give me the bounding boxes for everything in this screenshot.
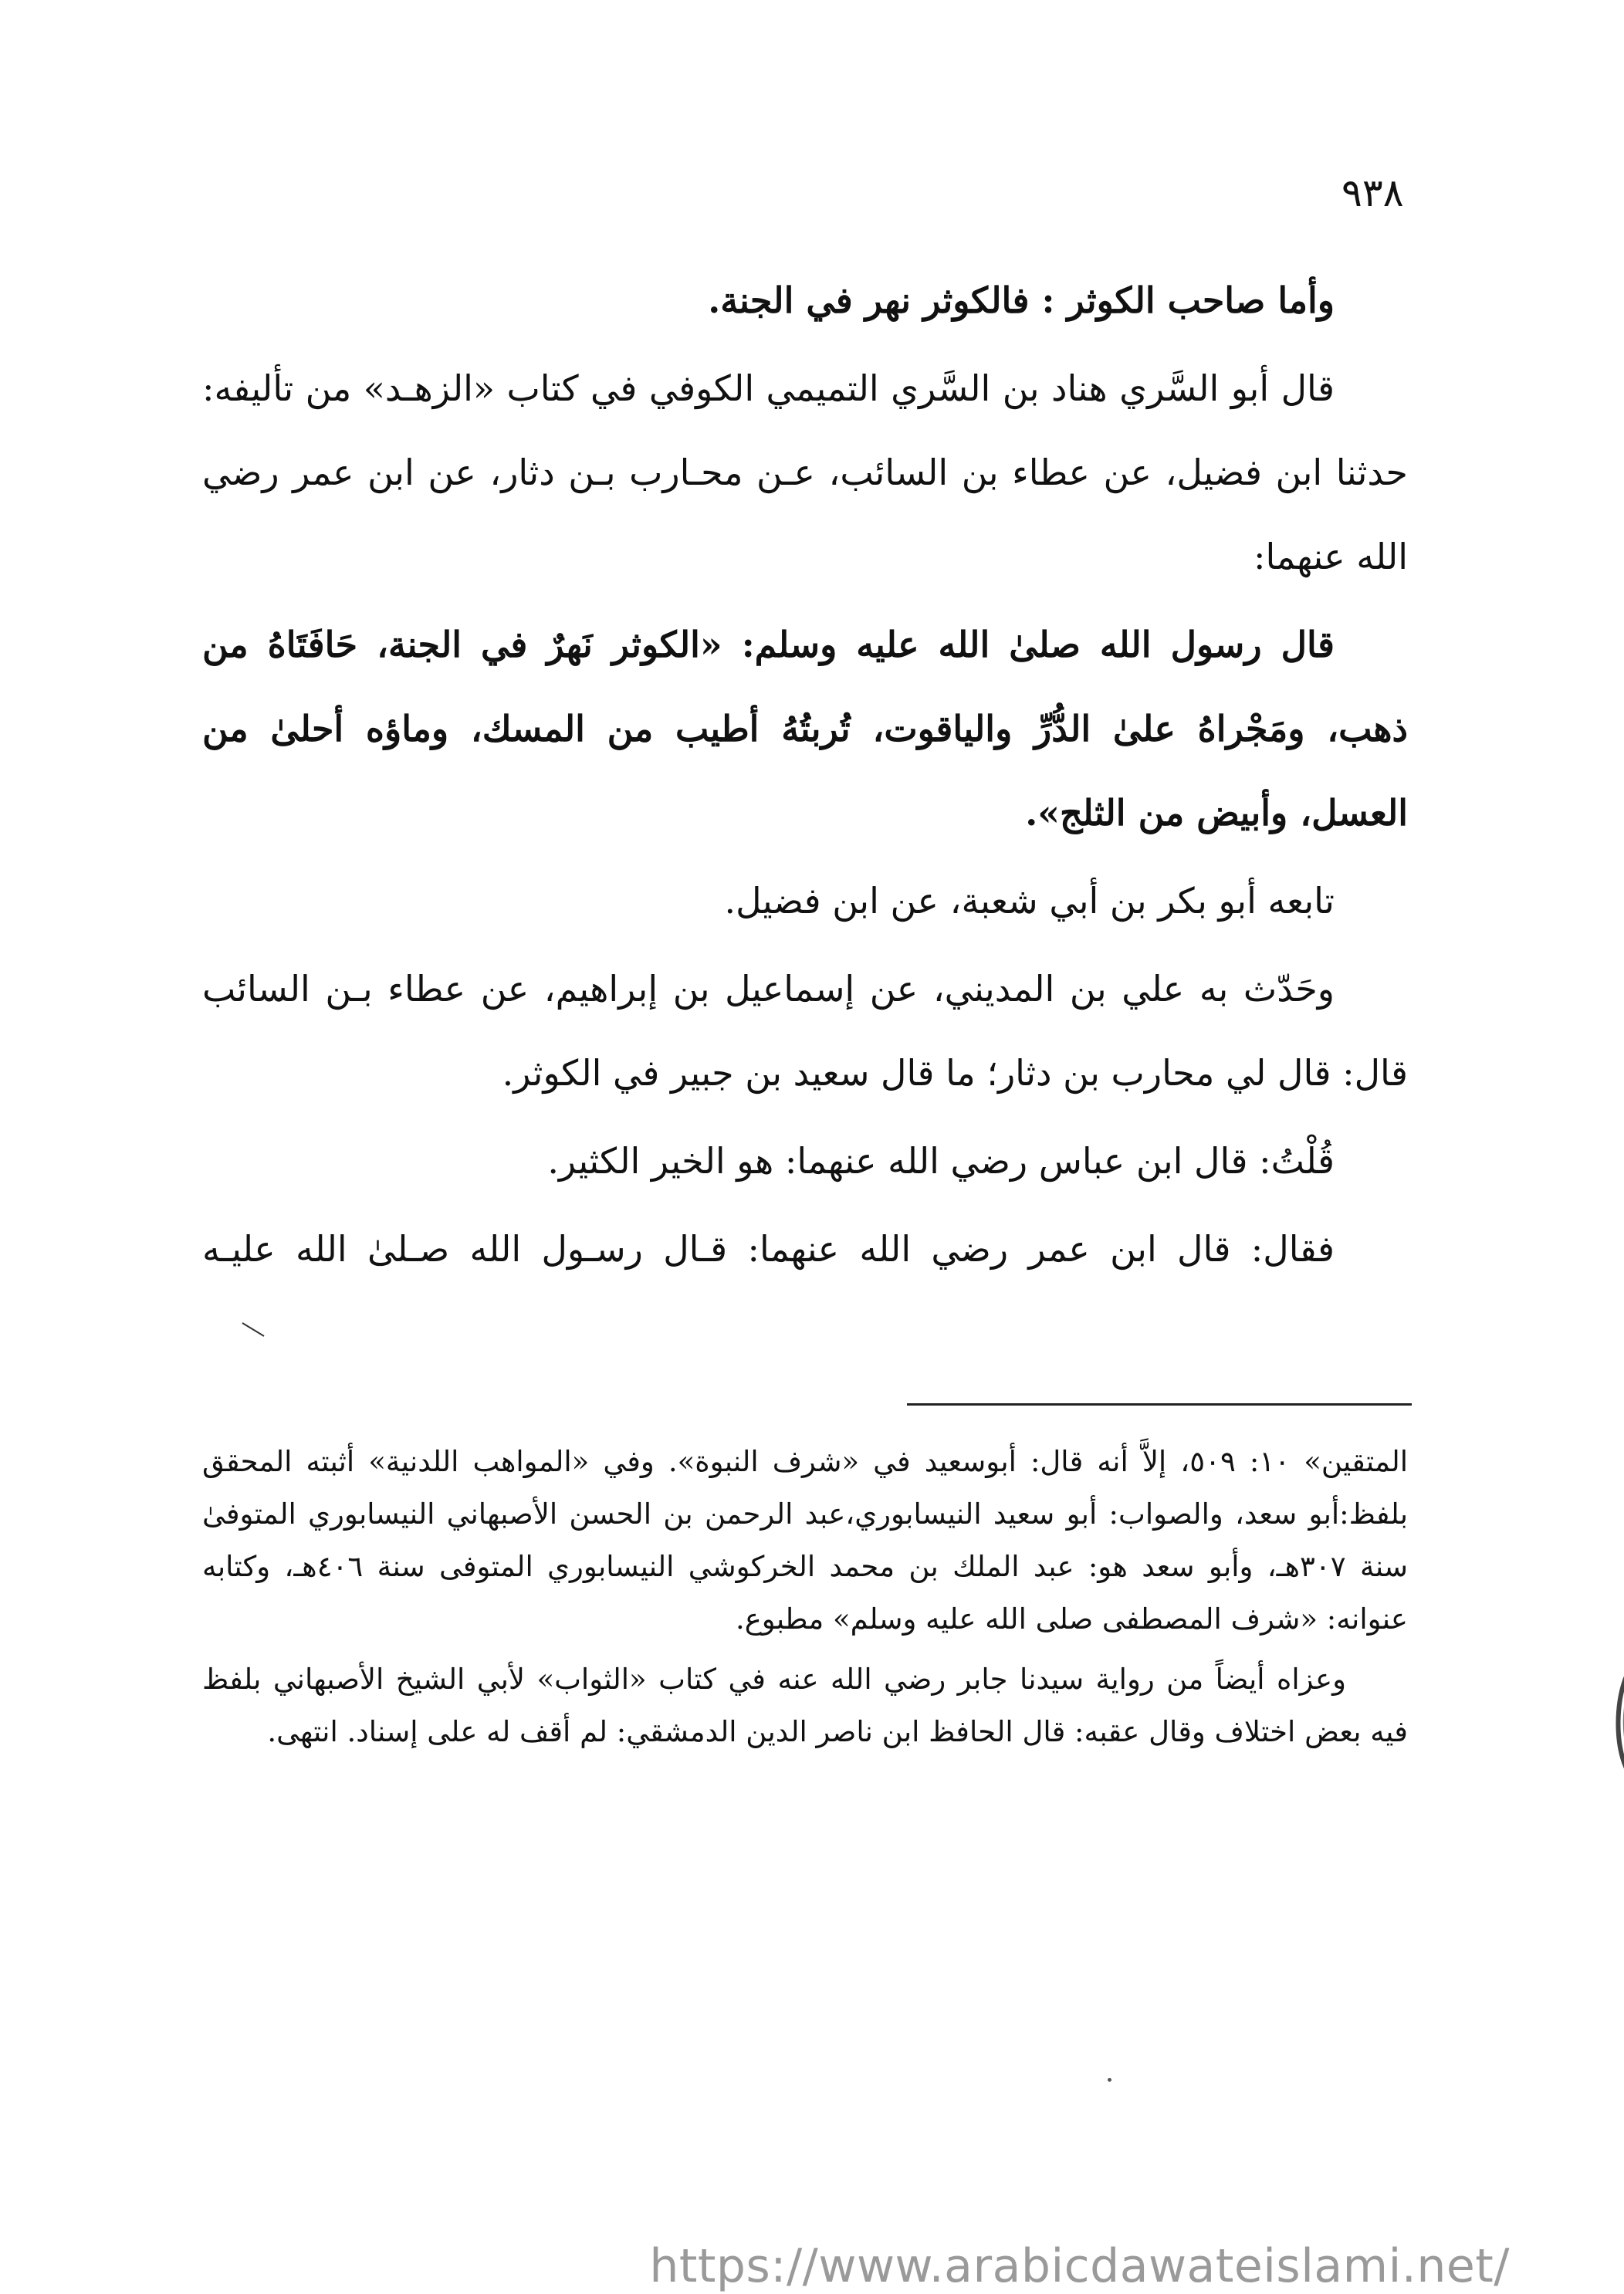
- paragraph-continued: فقال: قال ابن عمر رضي الله عنهما: قـال رسـول الله صـلىٰ الله عليـه: [202, 1228, 1335, 1270]
- section-heading: وأما صاحب الكوثر : فالكوثر نهر في الجنة.: [708, 279, 1335, 321]
- paragraph-isnad: قال أبو السَّري هناد بن السَّري التميمي الكوفي في كتاب «الزهـد» من تأليفه: حدثنا ابن فضيل، عن عطاء بن السائب، عـن محـارب بـن دثار، عن ابن عمر رضي الله عنهما:: [202, 367, 1408, 577]
- paragraph-qultu: قُلْتُ: قال ابن عباس رضي الله عنهما: هو الخير الكثير.: [547, 1140, 1335, 1182]
- binding-edge-mark: [1607, 1656, 1624, 1787]
- footnote-separator: [907, 1403, 1412, 1406]
- main-text: [202, 259, 1408, 1291]
- page-number: ٩٣٨: [1341, 171, 1404, 215]
- paragraph-mutaba: تابعه أبو بكر بن أبي شعبة، عن ابن فضيل.: [724, 880, 1335, 922]
- stray-dot: [1108, 2078, 1111, 2082]
- paragraph-hadith: قال رسول الله صلىٰ الله عليه وسلم: «الكوثر نَهرٌ في الجنة، حَافَتَاهُ من ذهب، ومَجْراهُ علىٰ الدُّرِّ والياقوت، تُربتُهُ أطيب من المسك، وماؤه أحلىٰ من العسل، وأبيض من الثلج».: [202, 624, 1408, 834]
- footnotes: [202, 1436, 1408, 1758]
- watermark-url: https://www.arabicdawateislami.net/: [649, 2239, 1510, 2293]
- paragraph-narration: وحَدّث به علي بن المديني، عن إسماعيل بن إبراهيم، عن عطاء بـن السائب قال: قال لي محارب بن دثار؛ ما قال سعيد بن جبير في الكوثر.: [202, 968, 1408, 1094]
- footnote-1: المتقين» ١٠: ٥٠٩، إلاَّ أنه قال: أبوسعيد في «شرف النبوة». وفي «المواهب اللدنية» أثبته المحقق بلفظ:أبو سعد، والصواب: أبو سعيد النيسابوري،عبد الرحمن بن الحسن الأصبهاني النيسابوري المتوفىٰ سنة ٣٠٧هـ، وأبو سعد هو: عبد الملك بن محمد الخركوشي النيسابوري المتوفى سنة ٤٠٦هـ، وكتابه عنوانه: «شرف المصطفى صلى الله عليه وسلم» مطبوع.: [202, 1445, 1409, 1636]
- stray-pen-mark: [241, 1321, 267, 1338]
- footnote-2: وعزاه أيضاً من رواية سيدنا جابر رضي الله عنه في كتاب «الثواب» لأبي الشيخ الأصبهاني بلفظ فيه بعض اختلاف وقال عقبه: قال الحافظ ابن ناصر الدين الدمشقي: لم أقف له على إسناد. انتهى.: [202, 1663, 1408, 1748]
